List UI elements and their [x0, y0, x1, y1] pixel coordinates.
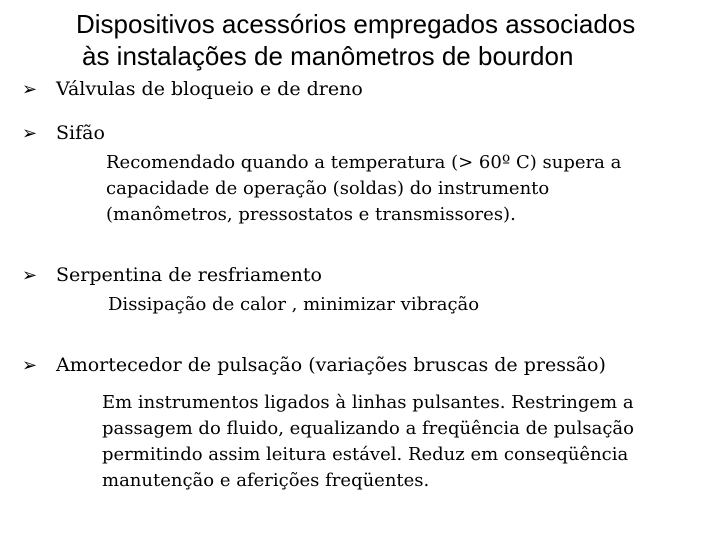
bullet-item-serpentina: [22, 262, 322, 289]
amortecedor-description: [102, 390, 634, 494]
sifao-description: [106, 150, 621, 228]
bullet-item-amortecedor: [22, 352, 606, 379]
arrowhead-bullet-icon: ➢: [22, 265, 38, 286]
bullet-item-sifao: [22, 120, 105, 147]
description-line: Dissipação de calor , minimizar vibração: [108, 294, 480, 315]
description-line: manutenção e aferições freqüentes.: [102, 470, 430, 491]
arrowhead-bullet-icon: ➢: [22, 79, 38, 100]
slide-title: [0, 8, 720, 72]
description-line: (manômetros, pressostatos e transmissores).: [106, 204, 516, 225]
description-line: Recomendado quando a temperatura (> 60º C) supera a: [106, 152, 622, 173]
slide-title-line-2: às instalações de manômetros de bourdon: [82, 41, 574, 71]
slide-title-line-1: Dispositivos acessórios empregados associados: [76, 9, 636, 39]
description-line: Em instrumentos ligados à linhas pulsantes. Restringem a: [102, 392, 634, 413]
arrowhead-bullet-icon: ➢: [22, 123, 38, 144]
description-line: capacidade de operação (soldas) do instrumento: [106, 178, 550, 199]
description-line: permitindo assim leitura estável. Reduz em conseqüência: [102, 444, 629, 465]
arrowhead-bullet-icon: ➢: [22, 355, 38, 376]
bullet-heading: Válvulas de bloqueio e de dreno: [56, 78, 363, 100]
serpentina-description: [108, 292, 479, 318]
bullet-item-valvulas: [22, 76, 363, 103]
bullet-heading: Serpentina de resfriamento: [56, 264, 322, 286]
bullet-heading: Amortecedor de pulsação (variações bruscas de pressão): [56, 354, 606, 376]
description-line: passagem do fluido, equalizando a freqüência de pulsação: [102, 418, 634, 439]
bullet-heading: Sifão: [56, 122, 105, 144]
